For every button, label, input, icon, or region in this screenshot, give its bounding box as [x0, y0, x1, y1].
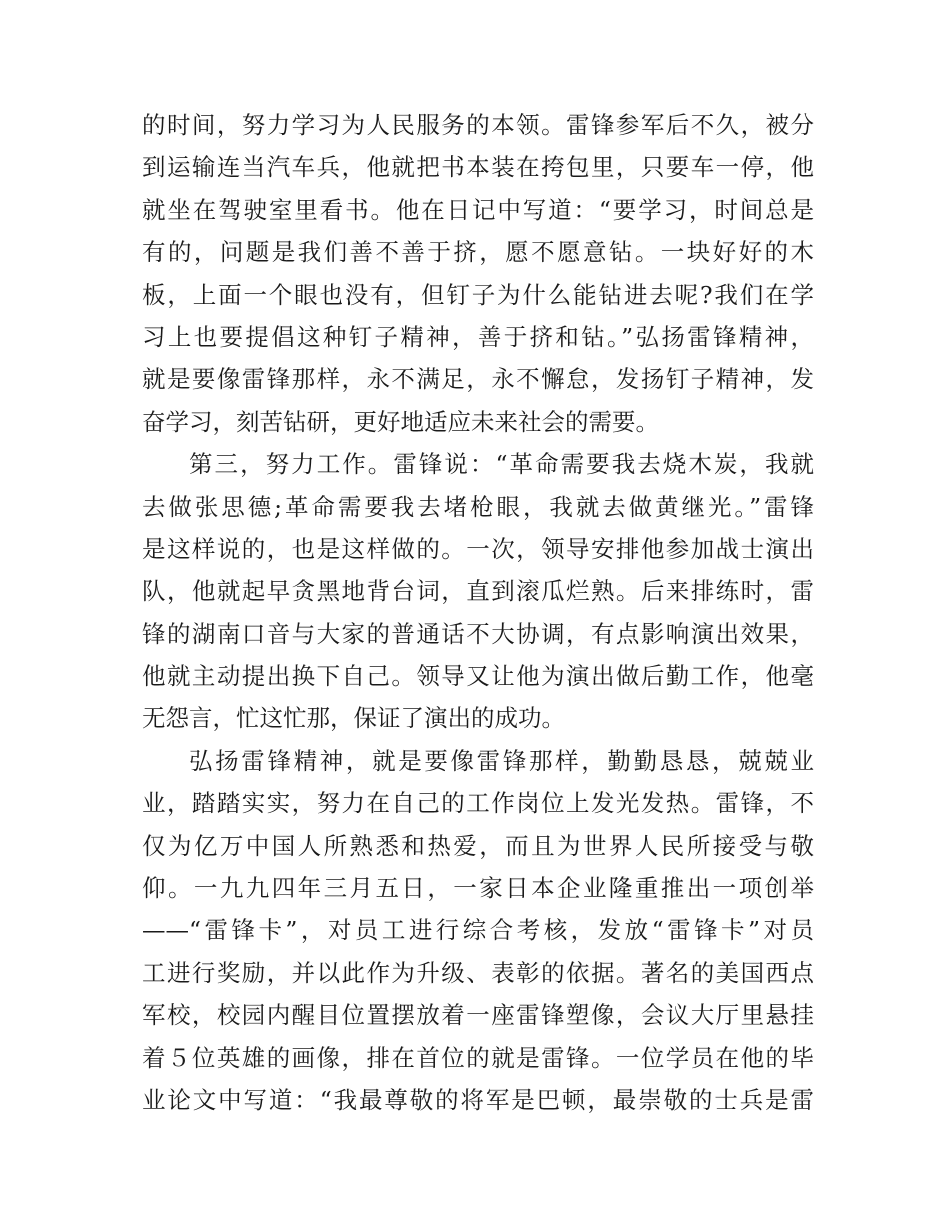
text-line: 就坐在驾驶室里看书。他在日记中写道：“要学习，时间总是 [142, 195, 814, 224]
body-text [142, 104, 814, 1121]
text-line: 仅为亿万中国人所熟悉和热爱，而且为世界人民所接受与敬 [142, 831, 814, 860]
text-line: 业，踏踏实实，努力在自己的工作岗位上发光发热。雷锋，不 [142, 789, 814, 818]
text-line: 习上也要提倡这种钉子精神，善于挤和钻。”弘扬雷锋精神， [142, 322, 814, 351]
text-line: 就是要像雷锋那样，永不满足，永不懈怠，发扬钉子精神，发 [142, 365, 814, 394]
text-line: 锋的湖南口音与大家的普通话不大协调，有点影响演出效果， [142, 619, 814, 648]
text-line: ——“雷锋卡”，对员工进行综合考核，发放“雷锋卡”对员 [142, 916, 814, 945]
text-line: 业论文中写道：“我最尊敬的将军是巴顿，最崇敬的士兵是雷 [142, 1085, 814, 1114]
text-line: 工进行奖励，并以此作为升级、表彰的依据。著名的美国西点 [142, 958, 814, 987]
text-line: 队，他就起早贪黑地背台词，直到滚瓜烂熟。后来排练时，雷 [142, 577, 814, 606]
text-line: 到运输连当汽车兵，他就把书本装在挎包里，只要车一停，他 [142, 153, 814, 182]
text-line: 奋学习，刻苦钻研，更好地适应未来社会的需要。 [142, 407, 659, 436]
text-line: 去做张思德;革命需要我去堵枪眼，我就去做黄继光。”雷锋 [142, 492, 814, 521]
text-line: 板，上面一个眼也没有，但钉子为什么能钻进去呢?我们在学 [142, 280, 814, 309]
text-line: 的时间，努力学习为人民服务的本领。雷锋参军后不久，被分 [142, 111, 814, 139]
text-line: 有的，问题是我们善不善于挤，愿不愿意钻。一块好好的木 [142, 238, 814, 267]
text-line: 军校，校园内醒目位置摆放着一座雷锋塑像，会议大厅里悬挂 [142, 1001, 814, 1030]
text-line: 仰。一九九四年三月五日，一家日本企业隆重推出一项创举 [142, 874, 814, 903]
text-line: 第三，努力工作。雷锋说：“革命需要我去烧木炭，我就 [189, 450, 814, 479]
text-line: 无怨言，忙这忙那，保证了演出的成功。 [142, 704, 565, 733]
text-line: 是这样说的，也是这样做的。一次，领导安排他参加战士演出 [142, 534, 814, 563]
text-line: 他就主动提出换下自己。领导又让他为演出做后勤工作，他毫 [142, 662, 814, 691]
text-line: 弘扬雷锋精神，就是要像雷锋那样，勤勤恳恳，兢兢业 [189, 746, 814, 775]
text-line: 着５位英雄的画像，排在首位的就是雷锋。一位学员在他的毕 [142, 1043, 814, 1072]
